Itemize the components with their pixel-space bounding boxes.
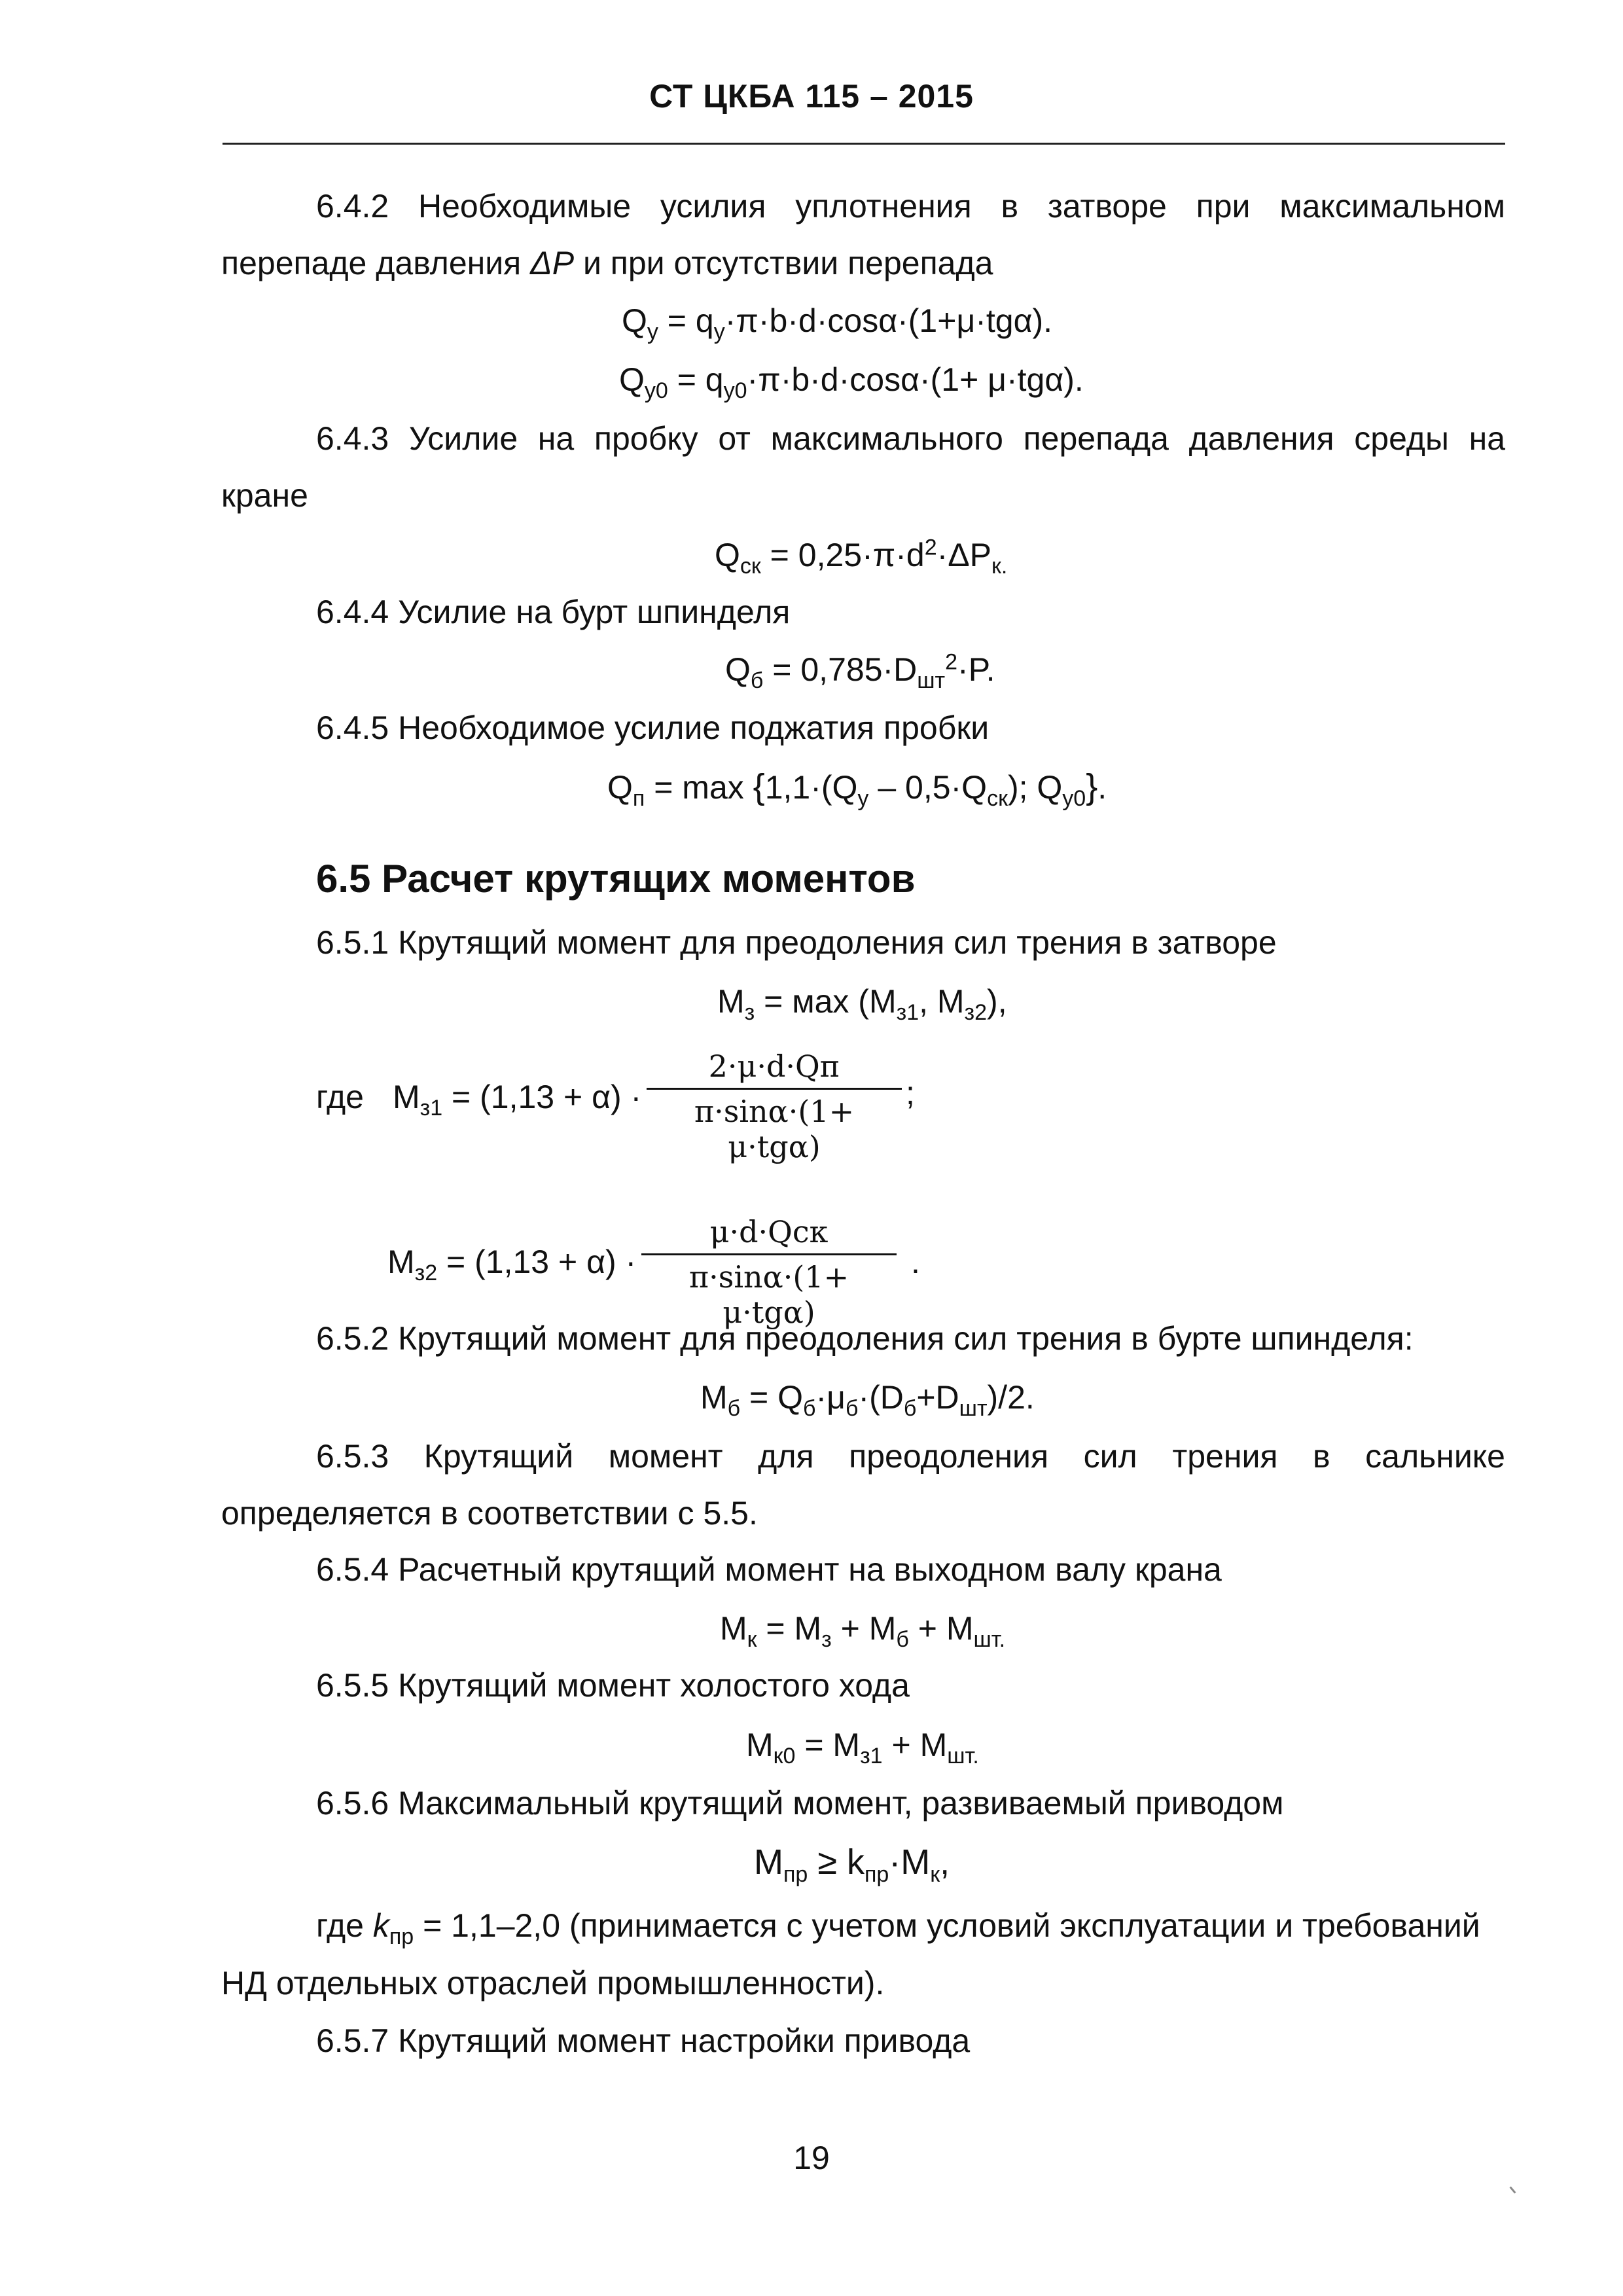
formula-mk0: $М_{к0} = М_{з1} + М_{шт.}$	[746, 1727, 979, 1768]
paragraph-6-4-5: 6.4.5 Необходимое усилие поджатия пробки	[316, 709, 990, 746]
fraction-denominator: π·sinα·(1+ μ·tgα)	[641, 1253, 897, 1330]
paragraph-6-4-3-line-2: кране	[221, 477, 308, 514]
formula-mz: $М_з$ = мах ($М_{з1}$, $М_{з2}$),	[717, 983, 1007, 1025]
formula-mz1-end: ;	[906, 1075, 915, 1111]
paragraph-6-4-2-line-1: 6.4.2 Необходимые усилия уплотнения в затворе при максимальном	[316, 188, 1505, 224]
scan-speck	[1509, 2186, 1516, 2193]
paragraph-6-4-4: 6.4.4 Усилие на бурт шпинделя	[316, 594, 791, 630]
fraction-numerator: 2·μ·d·Qп	[708, 1049, 840, 1084]
fraction-denominator: π·sinα·(1+ μ·tgα)	[647, 1088, 902, 1164]
section-heading-6-5: 6.5 Расчет крутящих моментов	[316, 857, 916, 901]
paragraph-6-5-4: 6.5.4 Расчетный крутящий момент на выходном валу крана	[316, 1551, 1222, 1588]
formula-mz1-lhs: $М_{з1} = (1,13 + \alpha)$ ·	[393, 1079, 642, 1121]
paragraph-6-5-2: 6.5.2 Крутящий момент для преодоления сил трения в бурте шпинделя:	[316, 1320, 1414, 1357]
header-rule	[223, 143, 1505, 145]
formula-qy0: $Q_{y0} = q_{y0}\cdot\pi\cdot b\cdot d\cdot\cos\alpha\cdot(1+ \mu\cdot tg\alpha)$.	[619, 361, 1084, 403]
where-label: где	[316, 1079, 364, 1115]
paragraph-6-5-1: 6.5.1 Крутящий момент для преодоления сил трения в затворе	[316, 924, 1277, 961]
paragraph-6-5-6: 6.5.6 Максимальный крутящий момент, развиваемый приводом	[316, 1785, 1284, 1821]
paragraph-6-5-7: 6.5.7 Крутящий момент настройки привода	[316, 2022, 971, 2059]
formula-mz2-end: .	[911, 1244, 920, 1280]
paragraph-6-4-3-line-1: 6.4.3 Усилие на пробку от максимального перепада давления среды на	[316, 420, 1505, 457]
paragraph-6-5-3-line-2: определяется в соответствии с 5.5.	[221, 1495, 758, 1532]
formula-mz2-fraction	[641, 1214, 897, 1330]
formula-qsk: $Q_{ск} = 0,25\cdot\pi\cdot d^2\cdot\Delta P_{к.}$	[715, 535, 1008, 579]
page-number: 19	[793, 2140, 830, 2176]
kpr-note-line-2: НД отдельных отраслей промышленности).	[221, 1965, 885, 2001]
formula-qp: $Q_п = \max \{1,1\cdot(Q_y - 0,5\cdot Q_{ск})$; $Q_{y0}$}.	[607, 767, 1107, 811]
document-header: СТ ЦКБА 115 – 2015	[649, 78, 974, 115]
paragraph-6-4-2-line-2: перепаде давления ΔP и при отсутствии перепада	[221, 245, 993, 281]
fraction-numerator: μ·d·Qск	[709, 1214, 829, 1249]
paragraph-6-5-3-line-1: 6.5.3 Крутящий момент для преодоления сил трения в сальнике	[316, 1438, 1505, 1475]
paragraph-6-5-5: 6.5.5 Крутящий момент холостого хода	[316, 1667, 910, 1704]
formula-qy: $Q_y = q_y\cdot\pi\cdot b\cdot d\cdot\cos\alpha\cdot(1+\mu\cdot tg\alpha)$.	[622, 302, 1053, 344]
formula-mk: $М_к = М_з + М_б + М_{шт.}$	[720, 1610, 1006, 1652]
formula-qb: $Q_б = 0,785\cdot D_{шт}^2\cdot P$.	[725, 649, 995, 693]
formula-mz2-lhs: $М_{з2} = (1,13 + \alpha)$ ·	[387, 1244, 637, 1285]
formula-mpr: $М_{пр} \ge k_{пр}\cdot М_к$,	[754, 1842, 950, 1887]
kpr-note-line-1: где $k_{пр} = 1,1-2,0$ (принимается с учетом условий эксплуатации и требований	[316, 1907, 1480, 1949]
formula-mz1-fraction	[647, 1049, 902, 1164]
formula-mb: $М_б = Q_б\cdot\mu_б\cdot(D_б+D_{шт})/2$.	[700, 1379, 1035, 1421]
